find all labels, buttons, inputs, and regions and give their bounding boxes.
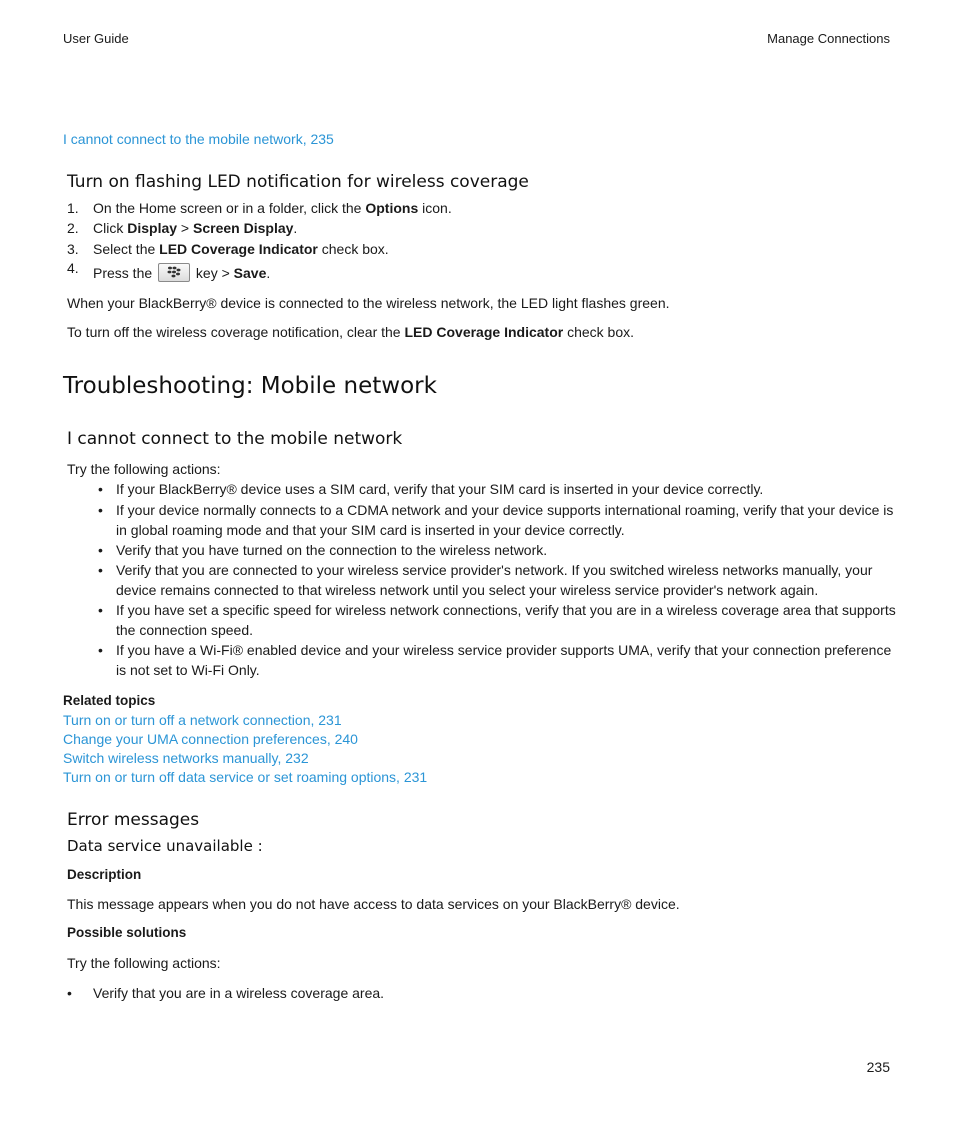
related-topic-link[interactable]: Change your UMA connection preferences, 240 — [63, 731, 358, 747]
step-text — [93, 220, 297, 236]
possible-solutions-label: Possible solutions — [67, 925, 187, 940]
step-bold-term: LED Coverage Indicator — [159, 241, 318, 257]
page-number: 235 — [866, 1059, 890, 1075]
error-title: Data service unavailable : — [67, 837, 263, 855]
step-text-part: Press the — [93, 265, 157, 281]
step-bold-term: Display — [127, 220, 178, 236]
led-turn-off-paragraph — [67, 323, 634, 342]
step-text — [93, 200, 452, 216]
step-number: 1. — [67, 200, 79, 216]
led-steps-list — [67, 200, 867, 290]
bullet-icon: • — [67, 985, 72, 1001]
header-guide-title: User Guide — [63, 31, 129, 46]
paragraph-text-part: check box. — [563, 324, 635, 340]
description-label: Description — [67, 867, 142, 882]
step-text-part: > — [177, 220, 194, 236]
step-text-part: check box. — [317, 241, 389, 257]
bullet-icon: • — [98, 602, 103, 618]
step-number: 4. — [67, 260, 79, 276]
bullet-text: If you have a Wi-Fi® enabled device and your wireless service provider supports UMA, verify that your connection preference is not set to Wi-Fi Only. — [116, 642, 892, 678]
step-bold-term: Screen Display — [193, 220, 294, 236]
bullet-icon: • — [98, 642, 103, 658]
header-chapter-title: Manage Connections — [767, 31, 890, 46]
section-heading-led: Turn on flashing LED notification for wireless coverage — [67, 172, 529, 192]
bullet-icon: • — [98, 562, 103, 578]
step-text-part: key > — [192, 265, 234, 281]
bullet-text: Verify that you are in a wireless coverage area. — [93, 985, 385, 1001]
cross-reference-link[interactable]: I cannot connect to the mobile network, 235 — [63, 131, 334, 147]
bullet-icon: • — [98, 542, 103, 558]
bullet-text: If you have set a specific speed for wireless network connections, verify that you are in a wireless coverage area that supports the connection speed. — [116, 602, 896, 638]
step-text-part: Click — [93, 220, 128, 236]
step-number: 3. — [67, 241, 79, 257]
step-text-part: . — [293, 220, 298, 236]
blackberry-menu-key-icon — [158, 263, 190, 282]
solutions-intro: Try the following actions: — [67, 955, 221, 971]
description-text: This message appears when you do not have access to data services on your BlackBerry® device. — [67, 896, 680, 912]
troubleshooting-actions-list — [98, 480, 898, 680]
related-topics-list — [63, 712, 563, 792]
bullet-text: Verify that you are connected to your wireless service provider's network. If you switched wireless networks manually, your device remains connected to that wireless network until you select your wireless service provider's network again. — [116, 562, 873, 598]
step-text — [93, 241, 389, 257]
solutions-list — [67, 984, 867, 1006]
step-bold-term: Save — [233, 265, 267, 281]
related-topic-link[interactable]: Turn on or turn off data service or set roaming options, 231 — [63, 769, 428, 785]
step-text-part: Select the — [93, 241, 160, 257]
bullet-text: If your device normally connects to a CDMA network and your device supports international roaming, verify that your device is in global roaming mode and that your SIM card is inserted in your device correctly. — [116, 502, 894, 538]
paragraph-text-part: To turn off the wireless coverage notification, clear the — [67, 324, 405, 340]
step-bold-term: Options — [365, 200, 419, 216]
error-messages-heading: Error messages — [67, 810, 200, 830]
step-number: 2. — [67, 220, 79, 236]
step-text — [93, 263, 270, 282]
paragraph-bold-term: LED Coverage Indicator — [404, 324, 564, 340]
bullet-text: If your BlackBerry® device uses a SIM card, verify that your SIM card is inserted in your device correctly. — [116, 481, 764, 497]
subsection-heading: I cannot connect to the mobile network — [67, 429, 403, 449]
bullet-icon: • — [98, 502, 103, 518]
related-topics-title: Related topics — [63, 693, 156, 708]
related-topic-link[interactable]: Turn on or turn off a network connection, 231 — [63, 712, 342, 728]
step-text-part: icon. — [418, 200, 452, 216]
step-text-part: On the Home screen or in a folder, click the — [93, 200, 366, 216]
related-topic-link[interactable]: Switch wireless networks manually, 232 — [63, 750, 309, 766]
led-result-paragraph: When your BlackBerry® device is connected to the wireless network, the LED light flashes green. — [67, 295, 670, 311]
bullet-text: Verify that you have turned on the connection to the wireless network. — [116, 542, 548, 558]
page-section-title: Troubleshooting: Mobile network — [63, 373, 437, 399]
step-text-part: . — [266, 265, 271, 281]
actions-intro: Try the following actions: — [67, 461, 221, 477]
bullet-icon: • — [98, 481, 103, 497]
